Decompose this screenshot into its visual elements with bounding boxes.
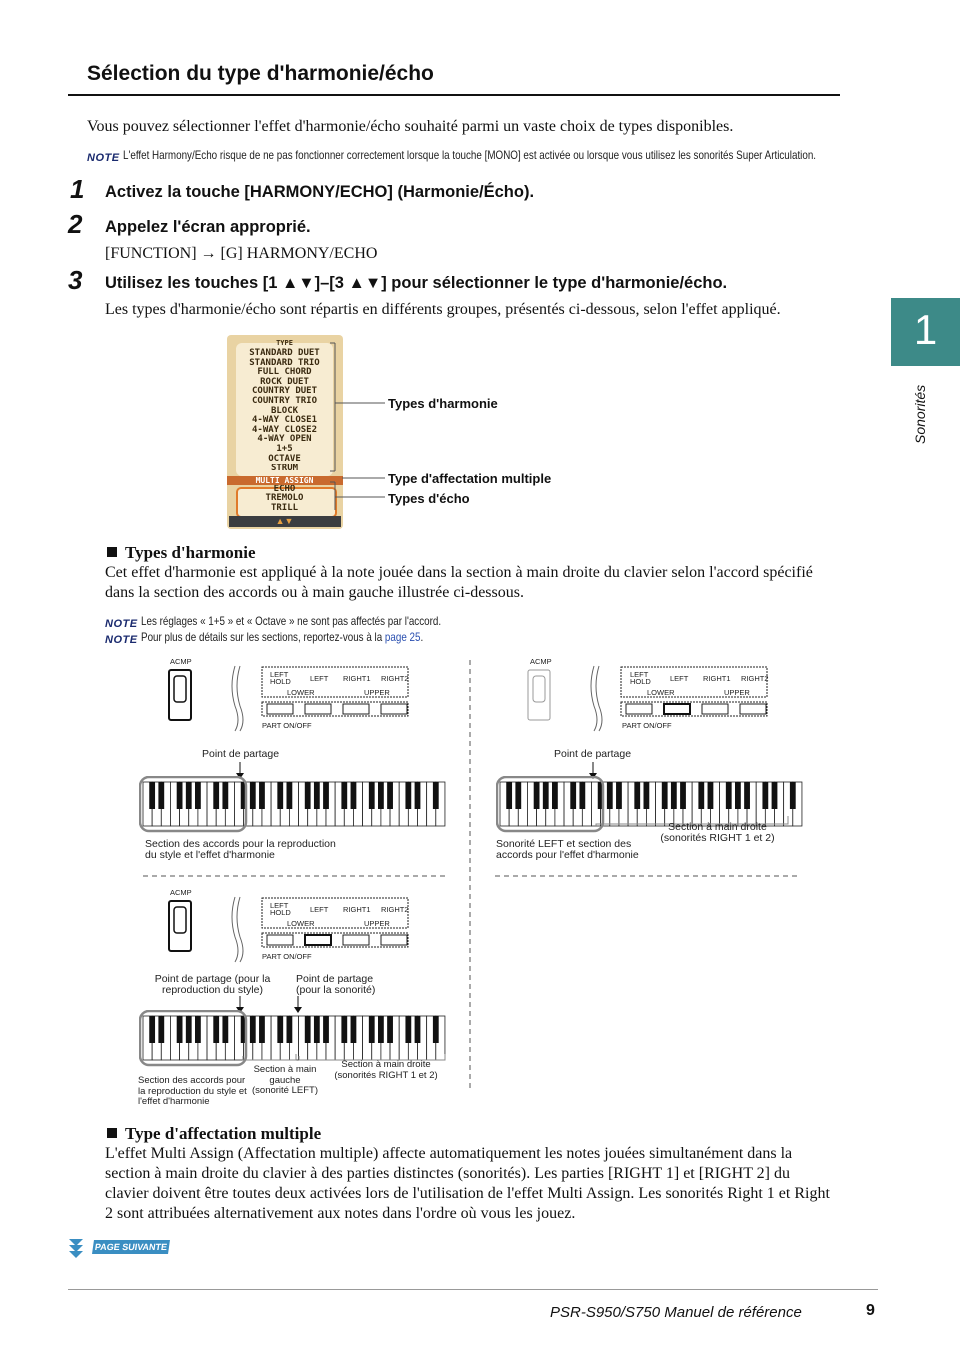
harmony-body: Cet effet d'harmonie est appliqué à la note jouée dans la section à main droite du clavier selon l'accord spécifié dans la section des accords ou à main gauche illustrée ci-dessous. [105, 564, 813, 601]
lcd-item: FULL CHORD [257, 367, 312, 378]
left-hold-label: LEFT HOLD [270, 901, 291, 917]
black-key [158, 782, 164, 809]
black-key [616, 782, 622, 809]
split-point-style: Point de partage (pour la reproduction du style) [154, 973, 271, 996]
section-title: Sélection du type d'harmonie/écho [87, 62, 434, 85]
black-key [305, 1016, 311, 1043]
right1-label: RIGHT1 [703, 674, 731, 683]
right1-label: RIGHT1 [343, 674, 371, 683]
left-hold-label: LEFT HOLD [270, 670, 291, 686]
black-key [287, 782, 293, 809]
left-label: LEFT [310, 674, 329, 683]
step-title: Activez la touche [HARMONY/ECHO] (Harmonie/Écho). [105, 183, 535, 201]
page-link[interactable]: page 25 [384, 630, 421, 644]
acmp-label: ACMP [530, 657, 552, 666]
d3-caption-right: Section à main droite (sonorités RIGHT 1 et 2) [334, 1059, 438, 1081]
lcd-multi-assign: MULTI ASSIGN [255, 476, 314, 485]
lcd-item: OCTAVE [268, 453, 301, 464]
black-key [314, 1016, 320, 1043]
black-key [433, 782, 439, 809]
black-key [534, 782, 540, 809]
harmony-heading-text: Types d'harmonie [125, 543, 256, 562]
black-key [405, 1016, 411, 1043]
black-key [314, 782, 320, 809]
note-tag: NOTE [105, 618, 138, 630]
black-key [698, 782, 704, 809]
part-onoff-label: PART ON/OFF [262, 952, 312, 961]
lcd-item: 4-WAY CLOSE1 [251, 415, 318, 426]
lcd-arrows-icon: ▲▼ [275, 516, 294, 526]
d3-caption-chord: Section des accords pour la reproduction du style et l'effet d'harmonie [138, 1075, 247, 1107]
black-key [305, 782, 311, 809]
black-key [149, 1016, 155, 1043]
lower-label: LOWER [287, 688, 315, 697]
intro-text: Vous pouvez sélectionner l'effet d'harmonie/écho souhaité parmi un vaste choix de types disponibles. [87, 118, 734, 135]
lcd-item: BLOCK [270, 405, 299, 416]
lower-label: LOWER [647, 688, 675, 697]
lcd-item: 1+5 [276, 444, 293, 454]
lcd-item: TREMOLO [265, 493, 304, 503]
black-key [351, 1016, 357, 1043]
black-key [250, 782, 256, 809]
note-tag: NOTE [105, 634, 138, 646]
right2-label: RIGHT2 [381, 674, 409, 683]
lcd-item: STRUM [270, 464, 299, 472]
black-key [323, 782, 329, 809]
black-key [387, 1016, 393, 1043]
black-key [772, 782, 778, 809]
black-key [277, 1016, 283, 1043]
upper-label: UPPER [724, 688, 750, 697]
black-key [186, 782, 192, 809]
black-key [680, 782, 686, 809]
black-key [607, 782, 613, 809]
black-key [579, 782, 585, 809]
lcd-header: TYPE [276, 339, 293, 347]
black-key [671, 782, 677, 809]
d1-caption: Section des accords pour la reproduction du style et l'effet d'harmonie [145, 838, 336, 861]
lcd-item: ECHO [273, 485, 296, 491]
harmony-note1-text: Les réglages « 1+5 » et « Octave » ne sont pas affectés par l'accord. [141, 614, 442, 628]
callout-multi: Type d'affectation multiple [388, 471, 552, 486]
black-key [570, 782, 576, 809]
footer-rule [68, 1289, 878, 1290]
black-key [708, 782, 714, 809]
step-number: 3 [68, 265, 83, 295]
d2-caption-right: Section à main droite (sonorités RIGHT 1 et 2) [660, 821, 775, 844]
chapter-label: Sonorités [912, 384, 928, 444]
note-tag: NOTE [87, 152, 120, 164]
black-key [277, 782, 283, 809]
black-key [222, 1016, 228, 1043]
black-key [177, 1016, 183, 1043]
multi-heading [107, 1124, 321, 1144]
black-key [378, 782, 384, 809]
step-number: 1 [70, 174, 85, 204]
black-key [259, 1016, 265, 1043]
black-key [506, 782, 512, 809]
upper-label: UPPER [364, 919, 390, 928]
black-key [222, 782, 228, 809]
black-key [195, 782, 201, 809]
footer-manual: PSR-S950/S750 Manuel de référence [550, 1304, 802, 1321]
black-key [415, 782, 421, 809]
black-key [341, 782, 347, 809]
lcd-item: 4-WAY CLOSE2 [251, 424, 318, 435]
callout-echo: Types d'écho [388, 491, 470, 506]
black-key [726, 782, 732, 809]
black-key [515, 782, 521, 809]
step-title: Utilisez les touches [1 ▲▼]–[3 ▲▼] pour sélectionner le type d'harmonie/écho. [105, 274, 728, 292]
note2-suffix: . [420, 630, 424, 644]
acmp-label: ACMP [170, 657, 192, 666]
note2-prefix: Pour plus de détails sur les sections, reportez-vous à la [141, 630, 385, 644]
callout-harmony: Types d'harmonie [388, 396, 498, 411]
step-detail: Les types d'harmonie/écho sont répartis en différents groupes, présentés ci-dessous, selon l'effet appliqué. [105, 301, 781, 318]
black-key [213, 782, 219, 809]
right1-label: RIGHT1 [343, 905, 371, 914]
black-key [158, 1016, 164, 1043]
black-key [744, 782, 750, 809]
black-key [644, 782, 650, 809]
lcd-item: COUNTRY DUET [251, 386, 318, 397]
note-intro-text: L'effet Harmony/Echo risque de ne pas fonctionner correctement lorsque la touche [MONO] est activée ou lorsque vous utilisez les sonorités Super Articulation. [123, 148, 817, 162]
part-onoff-label: PART ON/OFF [622, 721, 672, 730]
acmp-label: ACMP [170, 888, 192, 897]
left-hold-label: LEFT HOLD [630, 670, 651, 686]
black-key [369, 1016, 375, 1043]
step-detail: [FUNCTION] → [G] HARMONY/ECHO [105, 245, 378, 262]
lcd-item: ROCK DUET [260, 376, 309, 387]
d3-caption-left: Section à main gauche (sonorité LEFT) [252, 1064, 318, 1096]
black-key [415, 1016, 421, 1043]
right2-label: RIGHT2 [741, 674, 769, 683]
step-number: 2 [68, 209, 83, 239]
upper-label: UPPER [364, 688, 390, 697]
split-point-label: Point de partage [554, 748, 632, 760]
black-key [250, 1016, 256, 1043]
black-key [287, 1016, 293, 1043]
black-key [405, 782, 411, 809]
black-key [790, 782, 796, 809]
black-key [195, 1016, 201, 1043]
split-point-voice: Point de partage (pour la sonorité) [296, 973, 376, 996]
black-key [213, 1016, 219, 1043]
lcd-item: COUNTRY TRIO [251, 396, 318, 406]
multi-body: L'effet Multi Assign (Affectation multiple) affecte automatiquement les notes jouées simultanément dans la section à main droite du clavier à des parties distinctes (sonorités). Les parties [RIGHT 1] et [RIGHT 2] du clavier doivent être toutes deux activées lors de l'utilisation de l'effet Multi Assign. Les sonorités Right 1 et Right 2 sont attribuées alternativement aux notes dans l'ordre où vous les jouez. [105, 1145, 830, 1222]
black-key [351, 782, 357, 809]
black-key [369, 782, 375, 809]
lower-label: LOWER [287, 919, 315, 928]
black-key [341, 1016, 347, 1043]
black-key [634, 782, 640, 809]
black-key [259, 782, 265, 809]
black-key [762, 782, 768, 809]
left-label: LEFT [310, 905, 329, 914]
black-key [149, 782, 155, 809]
black-key [387, 782, 393, 809]
left-label: LEFT [670, 674, 689, 683]
keyboard-1 [139, 776, 451, 836]
right2-label: RIGHT2 [381, 905, 409, 914]
bullet-square [107, 1128, 117, 1138]
chapter-number: 1 [913, 306, 938, 353]
black-key [323, 1016, 329, 1043]
split-point-label: Point de partage [202, 748, 280, 760]
black-key [433, 1016, 439, 1043]
lcd-item: STANDARD TRIO [249, 357, 320, 368]
black-key [662, 782, 668, 809]
part-onoff-label: PART ON/OFF [262, 721, 312, 730]
lcd-item: 4-WAY OPEN [257, 434, 312, 445]
black-key [552, 782, 558, 809]
black-key [378, 1016, 384, 1043]
multi-heading-text: Type d'affectation multiple [125, 1124, 322, 1143]
d2-caption-left: Sonorité LEFT et section des accords pour l'effet d'harmonie [496, 838, 639, 861]
page-number: 9 [866, 1302, 875, 1319]
black-key [177, 782, 183, 809]
black-key [735, 782, 741, 809]
lcd-item: TRILL [270, 502, 299, 513]
black-key [543, 782, 549, 809]
next-page-label[interactable]: PAGE SUIVANTE [92, 1240, 170, 1254]
lcd-item: STANDARD DUET [249, 348, 320, 358]
black-key [186, 1016, 192, 1043]
next-page-icon[interactable] [68, 1238, 88, 1260]
step-title: Appelez l'écran approprié. [105, 218, 311, 236]
